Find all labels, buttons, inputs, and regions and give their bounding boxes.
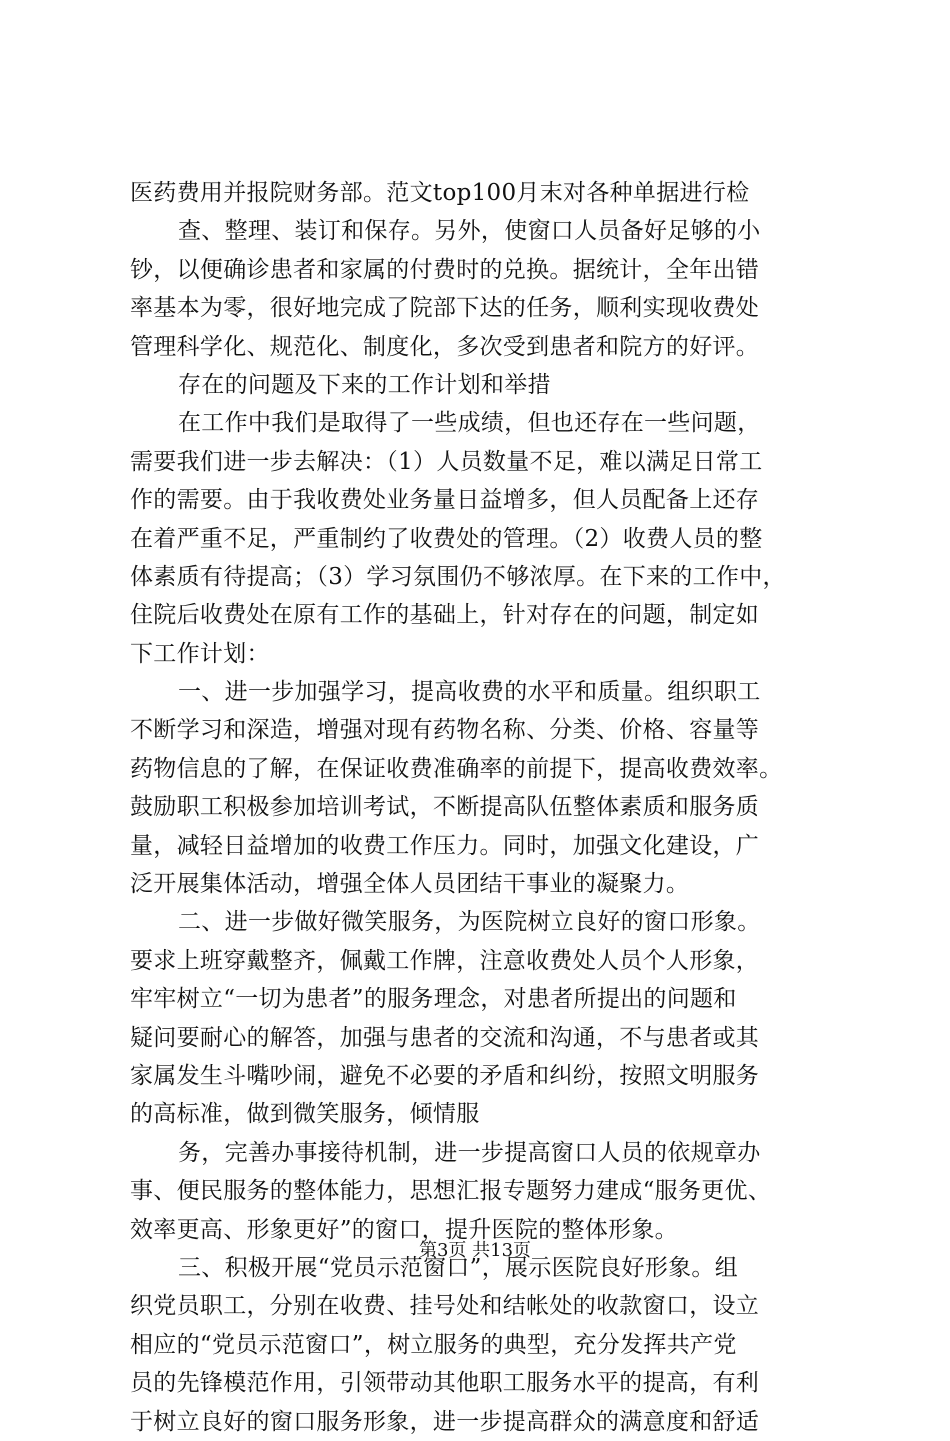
text-line: 员的先锋模范作用，引领带动其他职工服务水平的提高，有利 xyxy=(130,1370,760,1397)
text-line: 医药费用并报院财务部。范文top100月末对各种单据进行检 xyxy=(130,180,750,206)
text-line: 管理科学化、规范化、制度化，多次受到患者和院方的好评。 xyxy=(130,333,760,360)
text-line: 泛开展集体活动，增强全体人员团结干事业的凝聚力。 xyxy=(130,871,690,898)
text-line: 的高标准，做到微笑服务，倾情服 xyxy=(130,1101,480,1128)
text-line: 务，完善办事接待机制，进一步提高窗口人员的依规章办 xyxy=(178,1139,761,1166)
page-number-footer: 第3页 共13页 xyxy=(418,1240,532,1261)
section-heading: 存在的问题及下来的工作计划和举措 xyxy=(178,371,551,398)
text-line: 在工作中我们是取得了一些成绩，但也还存在一些问题， xyxy=(178,410,761,437)
text-line: 鼓励职工积极参加培训考试，不断提高队伍整体素质和服务质 xyxy=(130,794,760,821)
text-line: 事、便民服务的整体能力，思想汇报专题努力建成“服务更优、 xyxy=(130,1178,772,1205)
text-line: 作的需要。由于我收费处业务量日益增多，但人员配备上还存 xyxy=(130,487,760,514)
text-line: 住院后收费处在原有工作的基础上，针对存在的问题，制定如 xyxy=(130,602,760,629)
text-line: 钞，以便确诊患者和家属的付费时的兑换。据统计，全年出错 xyxy=(130,256,760,283)
text-line: 体素质有待提高；（3）学习氛围仍不够浓厚。在下来的工作中， xyxy=(130,563,786,590)
text-line: 家属发生斗嘴吵闹，避免不必要的矛盾和纠纷，按照文明服务 xyxy=(130,1062,760,1089)
text-line: 于树立良好的窗口服务形象，进一步提高群众的满意度和舒适 xyxy=(130,1408,760,1435)
text-line: 需要我们进一步去解决：（1）人员数量不足，难以满足日常工 xyxy=(130,448,763,475)
text-line: 量，减轻日益增加的收费工作压力。同时，加强文化建设，广 xyxy=(130,832,760,859)
text-line: 要求上班穿戴整齐，佩戴工作牌，注意收费处人员个人形象， xyxy=(130,947,760,974)
text-line: 查、整理、装订和保存。另外，使窗口人员备好足够的小 xyxy=(178,218,761,245)
text-line: 率基本为零，很好地完成了院部下达的任务，顺利实现收费处 xyxy=(130,295,760,322)
text-line: 药物信息的了解，在保证收费准确率的前提下，提高收费效率。 xyxy=(130,755,783,782)
text-line: 二、进一步做好微笑服务，为医院树立良好的窗口形象。 xyxy=(178,909,761,936)
text-line: 三、积极开展“党员示范窗口”，展示医院良好形象。组 xyxy=(178,1254,739,1281)
text-line: 效率更高、形象更好”的窗口，提升医院的整体形象。 xyxy=(130,1216,678,1243)
text-line: 疑问要耐心的解答，加强与患者的交流和沟通，不与患者或其 xyxy=(130,1024,760,1051)
text-line: 牢牢树立“一切为患者”的服务理念，对患者所提出的问题和 xyxy=(130,986,737,1013)
text-line: 在着严重不足，严重制约了收费处的管理。（2）收费人员的整 xyxy=(130,525,763,552)
text-line: 一、进一步加强学习，提高收费的水平和质量。组织职工 xyxy=(178,679,761,706)
text-line: 不断学习和深造，增强对现有药物名称、分类、价格、容量等 xyxy=(130,717,760,744)
text-line: 织党员职工，分别在收费、挂号处和结帐处的收款窗口，设立 xyxy=(130,1293,760,1320)
text-line: 下工作计划： xyxy=(130,640,270,667)
text-line: 相应的“党员示范窗口”，树立服务的典型，充分发挥共产党 xyxy=(130,1331,737,1358)
